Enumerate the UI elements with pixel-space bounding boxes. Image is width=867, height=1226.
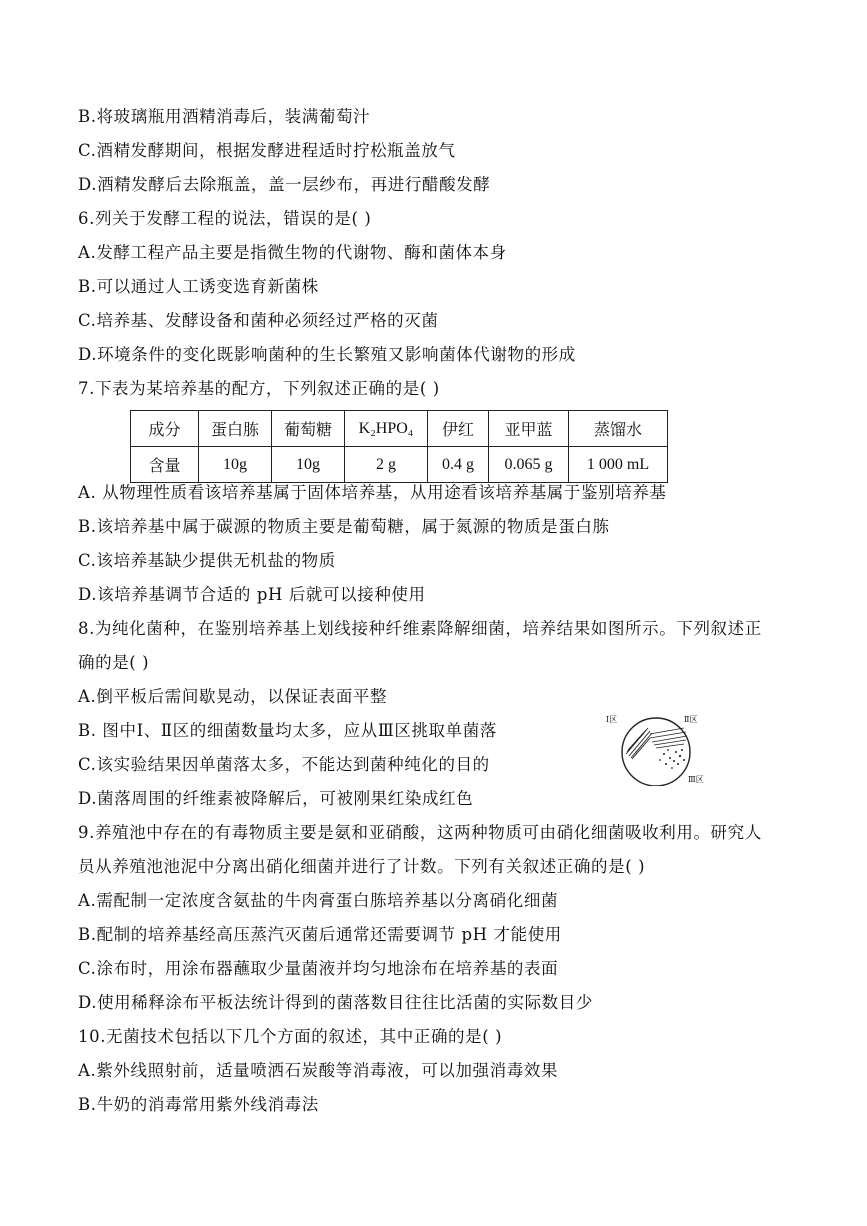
question-9: 9.养殖池中存在的有毒物质主要是氨和亚硝酸，这两种物质可由硝化细菌吸收利用。研究人: [78, 823, 762, 842]
option-7a: A. 从物理性质看该培养基属于固体培养基，从用途看该培养基属于鉴别培养基: [78, 483, 667, 502]
option-9d: D.使用稀释涂布平板法统计得到的菌落数目往往比活菌的实际数目少: [78, 993, 593, 1012]
table-cell: 10g: [199, 447, 272, 483]
streak-lines-zone-2: [650, 728, 687, 748]
table-cell: 亚甲蓝: [489, 411, 569, 447]
table-cell: 蛋白胨: [199, 411, 272, 447]
table-cell: 0.4 g: [428, 447, 489, 483]
option-5c: C.酒精发酵期间，根据发酵进程适时拧松瓶盖放气: [78, 141, 456, 160]
table-cell: 0.065 g: [489, 447, 569, 483]
option-7d: D.该培养基调节合适的 pH 后就可以接种使用: [78, 585, 426, 604]
table-cell: 成分: [131, 411, 199, 447]
streak-lines-zone-1: [626, 728, 652, 759]
zone-3-label: Ⅲ区: [688, 775, 704, 784]
table-cell: K₂HPO₄: [345, 411, 428, 447]
option-8b: B. 图中Ⅰ、Ⅱ区的细菌数量均太多，应从Ⅲ区挑取单菌落: [78, 721, 497, 740]
table-cell: 1 000 mL: [569, 447, 668, 483]
streak-plate-figure: [604, 714, 714, 786]
table-row: [131, 411, 668, 447]
table-cell: 蒸馏水: [569, 411, 668, 447]
question-8: 8.为纯化菌种，在鉴别培养基上划线接种纤维素降解细菌，培养结果如图所示。下列叙述正: [78, 619, 762, 638]
option-8a: A.倒平板后需间歇晃动，以保证表面平整: [78, 687, 388, 706]
option-8d: D.菌落周围的纤维素被降解后，可被刚果红染成红色: [78, 789, 474, 808]
table-cell: 2 g: [345, 447, 428, 483]
option-10a: A.紫外线照射前，适量喷洒石炭酸等消毒液，可以加强消毒效果: [78, 1061, 559, 1080]
question-7: 7.下表为某培养基的配方，下列叙述正确的是( ): [78, 379, 440, 398]
zone-1-label: Ⅰ区: [606, 715, 618, 724]
option-10b: B.牛奶的消毒常用紫外线消毒法: [78, 1095, 319, 1114]
medium-recipe-table: [130, 410, 668, 483]
option-6d: D.环境条件的变化既影响菌种的生长繁殖又影响菌体代谢物的形成: [78, 345, 576, 364]
question-10: 10.无菌技术包括以下几个方面的叙述，其中正确的是( ): [78, 1027, 503, 1046]
question-8-cont: 确的是( ): [78, 653, 150, 672]
table-cell: 伊红: [428, 411, 489, 447]
zone-2-label: Ⅱ区: [684, 715, 698, 724]
table-cell: 10g: [272, 447, 345, 483]
option-6a: A.发酵工程产品主要是指微生物的代谢物、酶和菌体本身: [78, 243, 507, 262]
option-5d: D.酒精发酵后去除瓶盖，盖一层纱布，再进行醋酸发酵: [78, 175, 491, 194]
option-9c: C.涂布时，用涂布器蘸取少量菌液并均匀地涂布在培养基的表面: [78, 959, 559, 978]
option-6c: C.培养基、发酵设备和菌种必须经过严格的灭菌: [78, 311, 439, 330]
option-8c: C.该实验结果因单菌落太多，不能达到菌种纯化的目的: [78, 755, 490, 774]
option-5b: B.将玻璃瓶用酒精消毒后，装满葡萄汁: [78, 107, 371, 126]
table-cell: 含量: [131, 447, 199, 483]
option-6b: B.可以通过人工诱变选育新菌株: [78, 277, 319, 296]
table-row: [131, 447, 668, 483]
option-9a: A.需配制一定浓度含氨盐的牛肉膏蛋白胨培养基以分离硝化细菌: [78, 891, 559, 910]
colonies-zone-3: [659, 749, 685, 769]
question-6: 6.列关于发酵工程的说法，错误的是( ): [78, 209, 372, 228]
table-cell: 葡萄糖: [272, 411, 345, 447]
option-9b: B.配制的培养基经高压蒸汽灭菌后通常还需要调节 pH 才能使用: [78, 925, 562, 944]
option-7c: C.该培养基缺少提供无机盐的物质: [78, 551, 336, 570]
option-7b: B.该培养基中属于碳源的物质主要是葡萄糖，属于氮源的物质是蛋白胨: [78, 517, 610, 536]
question-9-cont: 员从养殖池池泥中分离出硝化细菌并进行了计数。下列有关叙述正确的是( ): [78, 857, 646, 876]
